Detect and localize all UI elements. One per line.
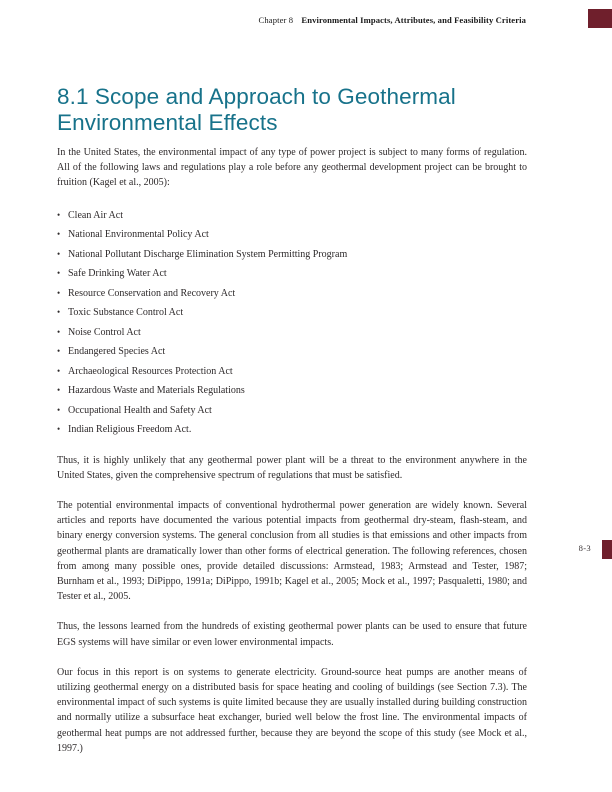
regulation-item: • Noise Control Act [57,323,527,343]
regulation-item: • Toxic Substance Control Act [57,303,527,323]
regulation-item: • Indian Religious Freedom Act. [57,420,527,440]
regulation-item: • Occupational Health and Safety Act [57,401,527,421]
page-edge-tab [602,540,612,559]
regulation-item: • Resource Conservation and Recovery Act [57,284,527,304]
regulation-item: • Hazardous Waste and Materials Regulations [57,381,527,401]
chapter-label: Chapter 8 [258,15,294,25]
regulation-item: • National Environmental Policy Act [57,225,527,245]
paragraph-focus: Our focus in this report is on systems to generate electricity. Ground-source heat pumps are another means of utilizing geothermal energy on a distributed basis for space heating and cooling of buildings (see Section 7.3). The environmental impact of such systems is quite limited because they are usually installed during building construction and normally utilize a subsurface heat exchanger, buried well below the frost line. The environmental impacts of geothermal heat pumps are not addressed further, because they are beyond the scope of this study (see Mock et al., 1997.) [57,666,527,754]
regulation-item: • Safe Drinking Water Act [57,264,527,284]
regulation-item: • Endangered Species Act [57,342,527,362]
regulation-item: • National Pollutant Discharge Elimination System Permitting Program [57,245,527,265]
chapter-header-title: Environmental Impacts, Attributes, and Feasibility Criteria [301,15,526,25]
page-number: 8-3 [578,543,591,553]
page-content [57,84,527,756]
paragraph-lessons: Thus, the lessons learned from the hundreds of existing geothermal power plants can be used to ensure that future EGS systems will have similar or even lower environmental impacts. [57,621,527,648]
paragraph-intro: In the United States, the environmental impact of any type of power project is subject to many forms of regulation. All of the following laws and regulations play a role before any geothermal development project can be brought to fruition (Kagel et al., 2005): [57,147,527,189]
chapter-corner-tab [588,9,612,28]
regulation-item: • Archaeological Resources Protection Act [57,362,527,382]
paragraph-unlikely: Thus, it is highly unlikely that any geothermal power plant will be a threat to the environment anywhere in the United States, given the comprehensive spectrum of regulations that must be satisfied. [57,454,527,481]
regulations-list [57,206,527,440]
regulation-item: • Clean Air Act [57,206,527,226]
running-header [259,15,526,25]
paragraph-impacts: The potential environmental impacts of conventional hydrothermal power generation are widely known. Several articles and reports have documented the various potential impacts from geothermal dry-steam, flash-steam, and binary energy conversion systems. The general conclusion from all studies is that emissions and other impacts from geothermal plants are dramatically lower than other forms of electrical generation. The following references, chosen from among many possible ones, provide detailed discussions: Armstead, 1983; Armstead and Tester, 1987; Burnham et al., 1993; DiPippo, 1991a; DiPippo, 1991b; Kagel et al., 2005; Mock et al., 1997; Pasqualetti, 1980; and Tester et al., 2005. [57,500,527,603]
section-title: 8.1 Scope and Approach to Geothermal Environmental Effects [57,84,456,135]
